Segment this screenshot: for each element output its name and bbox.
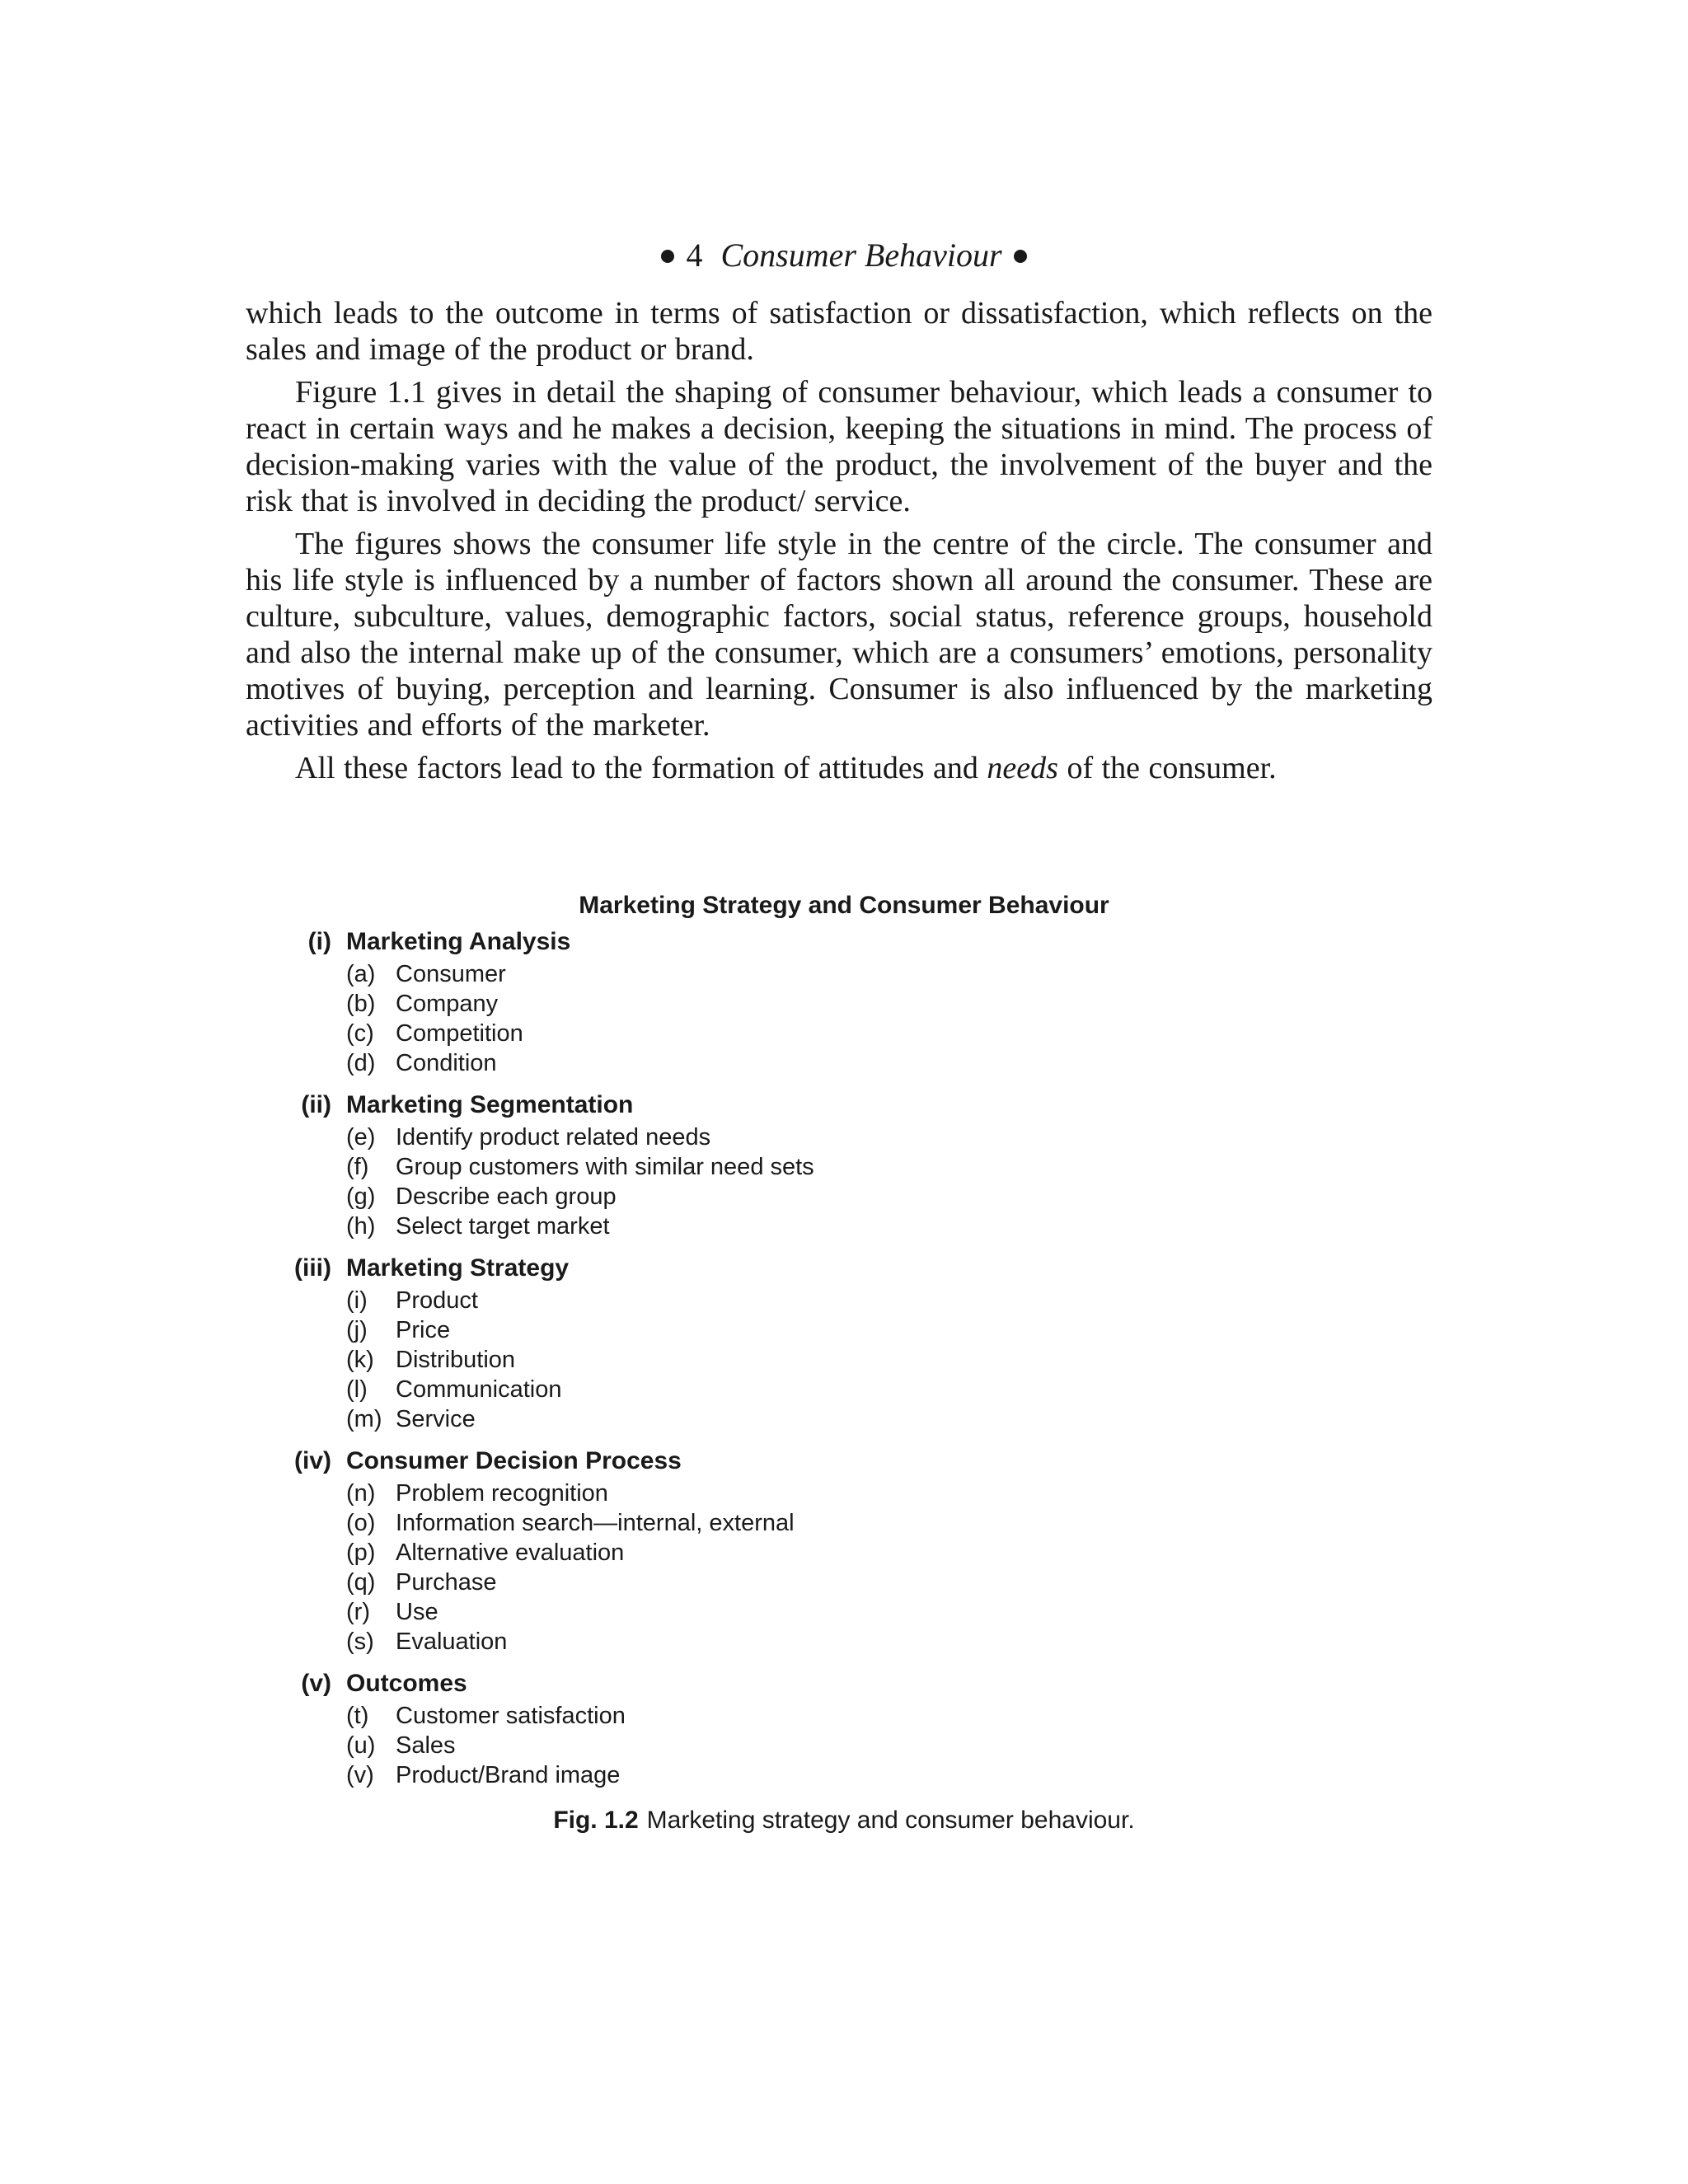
list-item [280, 1152, 1269, 1182]
paragraph [246, 750, 1432, 786]
item-text: Identify product related needs [396, 1124, 711, 1151]
section-title: Marketing Segmentation [346, 1091, 634, 1118]
paragraph: Figure 1.1 gives in detail the shaping of consumer behaviour, which leads a consumer to react in certain ways and he makes a decision, keeping the situations in mind. The process of decision-making varies with the value of the product, the involvement of the buyer and the risk that is involved in deciding the product/ service. [246, 375, 1432, 518]
list-item [280, 1701, 1269, 1731]
running-header [0, 231, 1688, 280]
list-item [280, 1212, 1269, 1241]
item-text: Condition [396, 1050, 497, 1076]
item-letter: (v) [346, 1762, 374, 1788]
item-text: Product/Brand image [396, 1762, 621, 1788]
figure-caption [0, 1803, 1688, 1838]
item-letter: (h) [346, 1213, 376, 1240]
item-text: Service [396, 1406, 476, 1432]
item-letter: (f) [346, 1154, 369, 1180]
section-heading [280, 1088, 1269, 1122]
bullet-icon [1014, 250, 1027, 263]
item-letter: (e) [346, 1124, 376, 1151]
item-text: Sales [396, 1732, 456, 1759]
item-text: Use [396, 1599, 438, 1625]
section-number: (v) [301, 1670, 331, 1697]
item-text: Communication [396, 1376, 562, 1403]
item-text: Purchase [396, 1569, 497, 1596]
item-letter: (a) [346, 961, 376, 987]
list-item [280, 1627, 1269, 1657]
item-letter: (b) [346, 991, 376, 1017]
figure-label: Fig. 1.2 [553, 1807, 639, 1834]
figure-section [280, 1088, 1269, 1241]
figure-section [280, 1251, 1269, 1434]
item-letter: (l) [346, 1376, 368, 1403]
list-item [280, 1122, 1269, 1152]
item-text: Price [396, 1317, 451, 1343]
item-letter: (o) [346, 1510, 376, 1536]
item-text: Product [396, 1287, 478, 1314]
list-item [280, 959, 1269, 989]
paragraph-text: of the consumer. [1057, 751, 1277, 785]
figure-sections [280, 925, 1269, 1800]
list-item [280, 1568, 1269, 1597]
item-letter: (s) [346, 1629, 374, 1655]
section-title: Marketing Strategy [346, 1254, 570, 1282]
item-text: Evaluation [396, 1629, 508, 1655]
list-item [280, 989, 1269, 1019]
section-number: (i) [307, 928, 331, 955]
section-title: Outcomes [346, 1670, 467, 1697]
section-number: (iv) [294, 1447, 331, 1474]
section-number: (ii) [301, 1091, 331, 1118]
paragraph-text: All these factors lead to the formation of attitudes and [295, 751, 987, 785]
figure-caption-text: Marketing strategy and consumer behaviour. [646, 1807, 1135, 1834]
list-item [280, 1345, 1269, 1375]
paragraph: which leads to the outcome in terms of satisfaction or dissatisfaction, which reflects on the sales and image of the product or brand. [246, 296, 1432, 367]
item-letter: (j) [346, 1317, 368, 1343]
figure-title: Marketing Strategy and Consumer Behaviour [579, 892, 1109, 919]
list-item [280, 1048, 1269, 1078]
section-heading [280, 1666, 1269, 1701]
page-number: 4 [686, 237, 703, 274]
figure-section [280, 1666, 1269, 1790]
item-text: Consumer [396, 961, 506, 987]
body-text [246, 295, 1432, 793]
list-item [280, 1479, 1269, 1508]
item-text: Describe each group [396, 1183, 617, 1210]
item-letter: (i) [346, 1287, 368, 1314]
section-heading [280, 1251, 1269, 1286]
list-item [280, 1508, 1269, 1538]
item-letter: (k) [346, 1347, 374, 1373]
item-text: Select target market [396, 1213, 610, 1240]
item-text: Group customers with similar need sets [396, 1154, 814, 1180]
section-number: (iii) [294, 1254, 331, 1282]
list-item [280, 1760, 1269, 1790]
item-letter: (q) [346, 1569, 376, 1596]
list-item [280, 1731, 1269, 1760]
item-letter: (c) [346, 1020, 374, 1047]
list-item [280, 1538, 1269, 1568]
item-letter: (u) [346, 1732, 376, 1759]
item-text: Alternative evaluation [396, 1540, 625, 1566]
item-letter: (p) [346, 1540, 376, 1566]
figure-section [280, 1444, 1269, 1657]
item-text: Company [396, 991, 499, 1017]
item-letter: (n) [346, 1480, 376, 1507]
list-item [280, 1286, 1269, 1315]
item-text: Distribution [396, 1347, 516, 1373]
section-heading [280, 1444, 1269, 1479]
item-letter: (g) [346, 1183, 376, 1210]
list-item [280, 1019, 1269, 1048]
list-item [280, 1315, 1269, 1345]
book-title: Consumer Behaviour [720, 237, 1002, 274]
item-text: Competition [396, 1020, 523, 1047]
item-letter: (r) [346, 1599, 370, 1625]
item-letter: (d) [346, 1050, 376, 1076]
paragraph: The figures shows the consumer life style in the centre of the circle. The consumer and his life style is influenced by a number of factors shown all around the consumer. These are culture, subculture, values, demographic factors, social status, reference groups, household and also the internal make up of the consumer, which are a consumers’ emotions, personality motives of buying, perception and learning. Consumer is also influenced by the marketing activities and efforts of the marketer. [246, 527, 1432, 743]
section-title: Marketing Analysis [346, 928, 571, 955]
item-text: Customer satisfaction [396, 1703, 626, 1729]
list-item [280, 1182, 1269, 1212]
section-heading [280, 925, 1269, 959]
list-item [280, 1404, 1269, 1434]
figure-section [280, 925, 1269, 1078]
item-text: Problem recognition [396, 1480, 608, 1507]
list-item [280, 1597, 1269, 1627]
emphasis-text: needs [987, 751, 1058, 785]
bullet-icon [661, 250, 674, 263]
item-text: Information search—internal, external [396, 1510, 795, 1536]
section-title: Consumer Decision Process [346, 1447, 682, 1474]
item-letter: (m) [346, 1406, 382, 1432]
list-item [280, 1375, 1269, 1404]
item-letter: (t) [346, 1703, 369, 1729]
